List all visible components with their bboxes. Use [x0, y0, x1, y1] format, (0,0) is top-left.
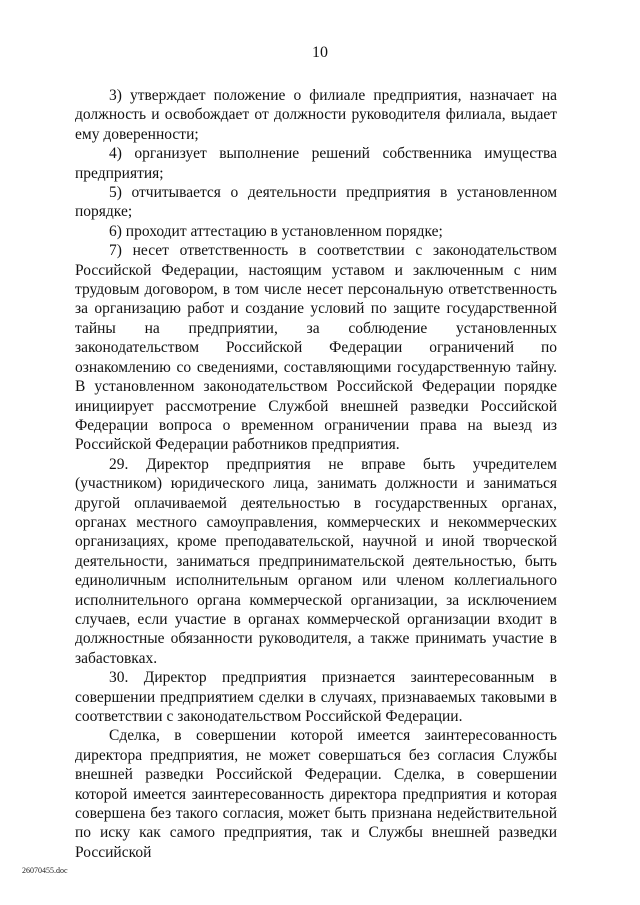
- paragraph-item-7: 7) несет ответственность в соответствии с законодательством Российской Федерации, настоящим уставом и заключенным с ним трудовым договором, в том числе несет персональную ответственность за организацию работ и создание условий по защите государственной тайны на предприятии, за соблюдение установленных законодательством Российской Федерации ограничений по ознакомлению со сведениями, составляющими государственную тайну. В установленном законодательством Российской Федерации порядке инициирует рассмотрение Службой внешней разведки Российской Федерации вопроса о временном ограничении права на выезд из Российской Федерации работников предприятия.: [75, 242, 557, 454]
- paragraph-item-4: 4) организует выполнение решений собственника имущества предприятия;: [75, 145, 557, 182]
- file-name-footer: 26070455.doc: [22, 866, 68, 875]
- paragraph-clause-30: 30. Директор предприятия признается заинтересованным в совершении предприятием сделки в случаях, признаваемых таковыми в соответствии с законодательством Российской Федерации.: [75, 669, 557, 725]
- paragraph-transaction: Сделка, в совершении которой имеется заинтересованность директора предприятия, не может совершаться без согласия Службы внешней разведки Российской Федерации. Сделка, в совершении которой имеется заинтересованность директора предприятия и которая совершена без такого согласия, может быть признана недействительной по иску как самого предприятия, так и Службы внешней разведки Российской: [75, 727, 557, 861]
- paragraph-item-6: 6) проходит аттестацию в установленном порядке;: [109, 222, 443, 240]
- paragraph-clause-29: 29. Директор предприятия не вправе быть учредителем (участником) юридического лица, занимать должности и заниматься другой оплачиваемой деятельностью в государственных органах, органах местного самоуправления, коммерческих и некоммерческих организациях, кроме преподавательской, научной и иной творческой деятельности, заниматься предпринимательской деятельностью, быть единоличным исполнительным органом или членом коллегиального исполнительного органа коммерческой организации, за исключением случаев, если участие в органах коммерческой организации входит в должностные обязанности руководителя, а также принимать участие в забастовках.: [75, 455, 557, 667]
- paragraph-item-3: 3) утверждает положение о филиале предприятия, назначает на должность и освобождает от должности руководителя филиала, выдает ему доверенности;: [75, 87, 557, 143]
- page-number: 10: [312, 44, 328, 61]
- document-body: [75, 86, 557, 862]
- paragraph-item-5: 5) отчитывается о деятельности предприятия в установленном порядке;: [75, 184, 557, 221]
